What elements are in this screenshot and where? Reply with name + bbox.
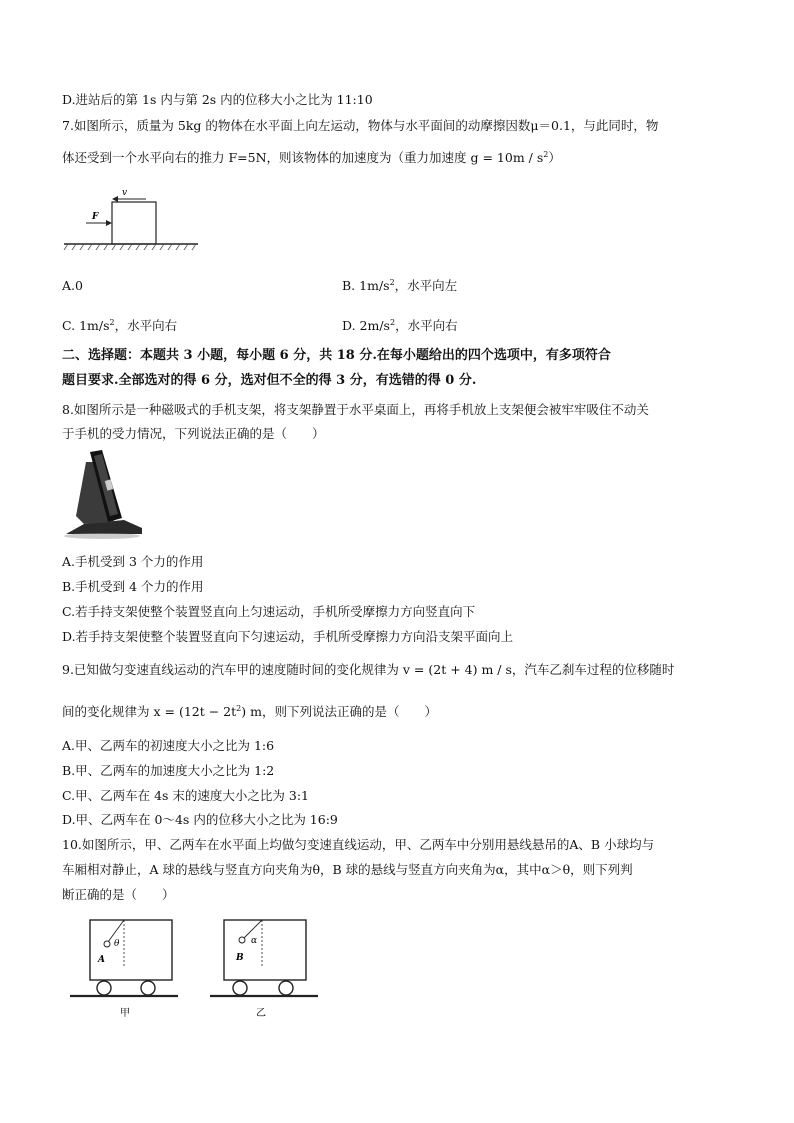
q9-option-b: B.甲、乙两车的加速度大小之比为 1:2 — [62, 763, 275, 778]
q6-option-d: D.进站后的第 1s 内与第 2s 内的位移大小之比为 11:10 — [62, 92, 373, 107]
q10-stem-line2: 车厢相对静止，A 球的悬线与竖直方向夹角为θ，B 球的悬线与竖直方向夹角为α，其中α＞θ，则下列判 — [62, 862, 633, 877]
cart-yi — [210, 920, 318, 1019]
q8-option-b: B.手机受到 4 个力的作用 — [62, 579, 204, 594]
f-label: F — [92, 212, 99, 222]
phone-holder-figure — [62, 448, 144, 540]
q7-stem-line1: 7.如图所示，质量为 5kg 的物体在水平面上向左运动，物体与水平面间的动摩擦因数μ＝0.1，与此同时，物 — [62, 118, 659, 133]
q10-stem-line1: 10.如图所示，甲、乙两车在水平面上均做匀变速直线运动，甲、乙两车中分别用悬线悬吊的A、B 小球均与 — [62, 837, 655, 852]
q9-option-c: C.甲、乙两车在 4s 末的速度大小之比为 3:1 — [62, 788, 309, 803]
q10-carts-figure — [62, 912, 332, 1024]
q9-option-a: A.甲、乙两车的初速度大小之比为 1:6 — [62, 738, 275, 753]
q7-option-b: B. $1m/s^2$，水平向左 — [342, 278, 458, 294]
q7-option-a: A.0 — [62, 278, 83, 293]
q9-option-d: D.甲、乙两车在 0～4s 内的位移大小之比为 16:9 — [62, 812, 338, 827]
q8-stem-line2: 于手机的受力情况，下列说法正确的是（ ） — [62, 426, 325, 441]
q10-stem-line3: 断正确的是（ ） — [62, 887, 175, 902]
block — [112, 202, 156, 244]
car-jia-label: 甲 — [120, 1008, 130, 1019]
q7-stem-line2: 体还受到一个水平向右的推力 F=5N，则该物体的加速度为（重力加速度 $g = 10m / s^2$） — [62, 150, 561, 166]
q8-stem-line1: 8.如图所示是一种磁吸式的手机支架，将支架静置于水平桌面上，再将手机放上支架便会被牢牢吸住不动关 — [62, 402, 649, 417]
q7-block-figure — [62, 186, 200, 254]
q8-option-d: D.若手持支架使整个装置竖直向下匀速运动，手机所受摩擦力方向沿支架平面向上 — [62, 629, 514, 644]
section2-heading-line1: 二、选择题：本题共 3 小题，每小题 6 分，共 18 分.在每小题给出的四个选项中，有多项符合 — [62, 348, 611, 363]
ball-a-label: A — [98, 955, 105, 965]
v-label: v — [122, 188, 128, 198]
car-yi-label: 乙 — [256, 1008, 266, 1019]
q8-option-c: C.若手持支架使整个装置竖直向上匀速运动，手机所受摩擦力方向竖直向下 — [62, 604, 476, 619]
q8-option-a: A.手机受到 3 个力的作用 — [62, 554, 204, 569]
theta-label: θ — [114, 939, 120, 949]
section2-heading-line2: 题目要求.全部选对的得 6 分，选对但不全的得 3 分，有选错的得 0 分. — [62, 373, 477, 388]
q7-option-c: C. $1m/s^2$，水平向右 — [62, 318, 178, 334]
cart-jia — [70, 920, 178, 1019]
alpha-label: α — [251, 936, 258, 946]
q9-stem-line2: 间的变化规律为 $x = (12t - 2t^2)$ m，则下列说法正确的是（ ） — [62, 704, 437, 720]
q9-stem-line1: 9.已知做匀变速直线运动的汽车甲的速度随时间的变化规律为 v = (2t + 4) m / s，汽车乙刹车过程的位移随时 — [62, 662, 675, 677]
q7-option-d: D. $2m/s^2$，水平向右 — [342, 318, 458, 334]
ball-b-label: B — [236, 953, 244, 963]
